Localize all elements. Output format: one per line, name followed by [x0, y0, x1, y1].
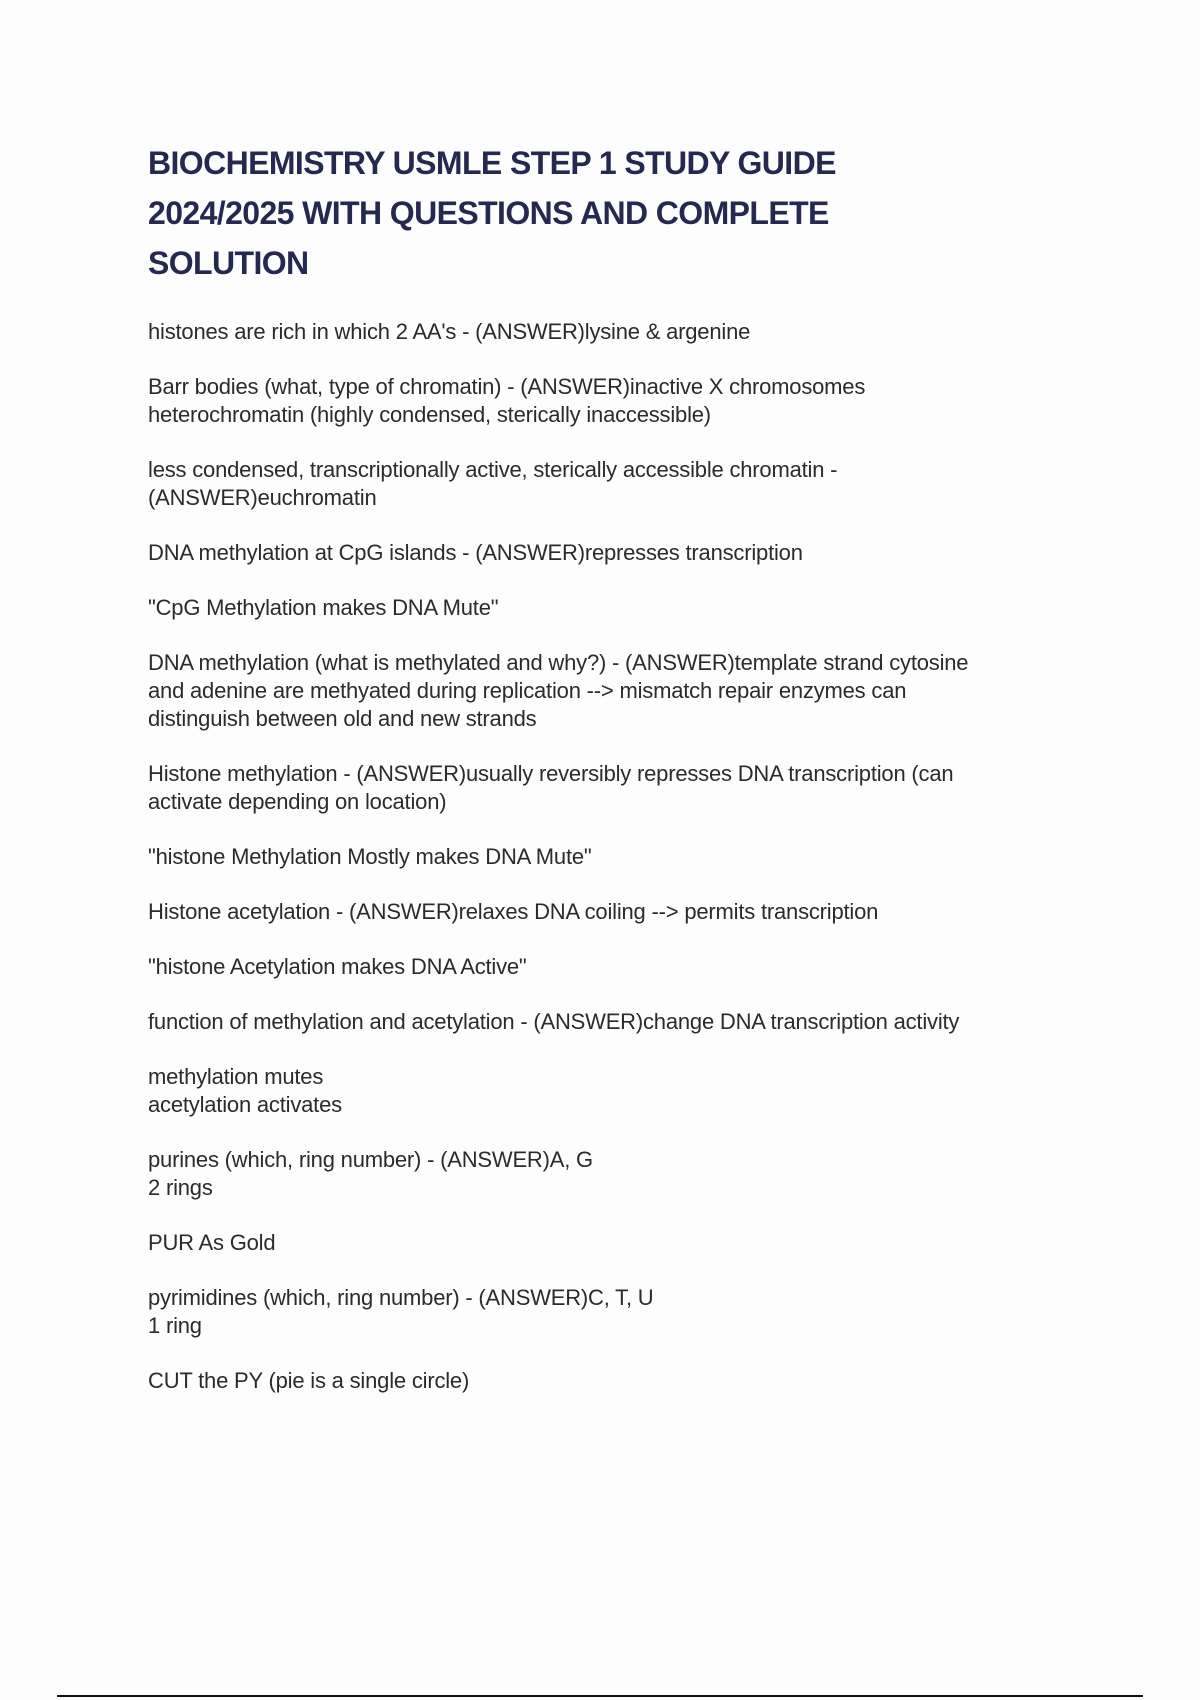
document-title — [148, 138, 1108, 288]
qa-paragraph — [148, 843, 1108, 871]
qa-paragraph — [148, 594, 1108, 622]
qa-paragraph — [148, 1284, 1108, 1340]
qa-paragraph — [148, 1367, 1108, 1395]
paragraph-line: histones are rich in which 2 AA's - (ANSWER)lysine & argenine — [148, 319, 751, 344]
paragraph-line: DNA methylation at CpG islands - (ANSWER)represses transcription — [148, 540, 803, 565]
qa-paragraph — [148, 760, 1108, 816]
qa-paragraph — [148, 1008, 1108, 1036]
title-line: BIOCHEMISTRY USMLE STEP 1 STUDY GUIDE — [148, 145, 836, 181]
qa-paragraph — [148, 1063, 1108, 1119]
paragraph-line: "histone Methylation Mostly makes DNA Mute" — [148, 844, 592, 869]
paragraph-line: Histone methylation - (ANSWER)usually reversibly represses DNA transcription (can — [148, 761, 954, 786]
page-bottom-rule — [57, 1695, 1143, 1697]
paragraph-line: methylation mutes — [148, 1064, 324, 1089]
paragraph-line: Histone acetylation - (ANSWER)relaxes DNA coiling --> permits transcription — [148, 899, 879, 924]
title-line: SOLUTION — [148, 245, 309, 281]
paragraph-line: PUR As Gold — [148, 1230, 276, 1255]
paragraph-line: Barr bodies (what, type of chromatin) - (ANSWER)inactive X chromosomes — [148, 374, 866, 399]
paragraph-line: (ANSWER)euchromatin — [148, 485, 377, 510]
paragraph-line: CUT the PY (pie is a single circle) — [148, 1368, 470, 1393]
paragraph-line: heterochromatin (highly condensed, sterically inaccessible) — [148, 402, 711, 427]
paragraph-line: 2 rings — [148, 1175, 213, 1200]
qa-paragraph — [148, 649, 1108, 733]
qa-paragraph — [148, 1229, 1108, 1257]
paragraph-line: purines (which, ring number) - (ANSWER)A, G — [148, 1147, 593, 1172]
paragraph-line: less condensed, transcriptionally active, sterically accessible chromatin - — [148, 457, 838, 482]
qa-paragraph — [148, 456, 1108, 512]
document-body — [148, 318, 1108, 1422]
paragraph-line: "histone Acetylation makes DNA Active" — [148, 954, 527, 979]
qa-paragraph — [148, 373, 1108, 429]
paragraph-line: function of methylation and acetylation - (ANSWER)change DNA transcription activity — [148, 1009, 960, 1034]
paragraph-line: 1 ring — [148, 1313, 202, 1338]
qa-paragraph — [148, 953, 1108, 981]
title-line: 2024/2025 WITH QUESTIONS AND COMPLETE — [148, 195, 829, 231]
paragraph-line: DNA methylation (what is methylated and why?) - (ANSWER)template strand cytosine — [148, 650, 969, 675]
paragraph-line: "CpG Methylation makes DNA Mute" — [148, 595, 499, 620]
paragraph-line: and adenine are methyated during replication --> mismatch repair enzymes can — [148, 678, 907, 703]
paragraph-line: distinguish between old and new strands — [148, 706, 537, 731]
qa-paragraph — [148, 1146, 1108, 1202]
qa-paragraph — [148, 539, 1108, 567]
paragraph-line: acetylation activates — [148, 1092, 342, 1117]
qa-paragraph — [148, 318, 1108, 346]
paragraph-line: activate depending on location) — [148, 789, 447, 814]
qa-paragraph — [148, 898, 1108, 926]
paragraph-line: pyrimidines (which, ring number) - (ANSWER)C, T, U — [148, 1285, 654, 1310]
